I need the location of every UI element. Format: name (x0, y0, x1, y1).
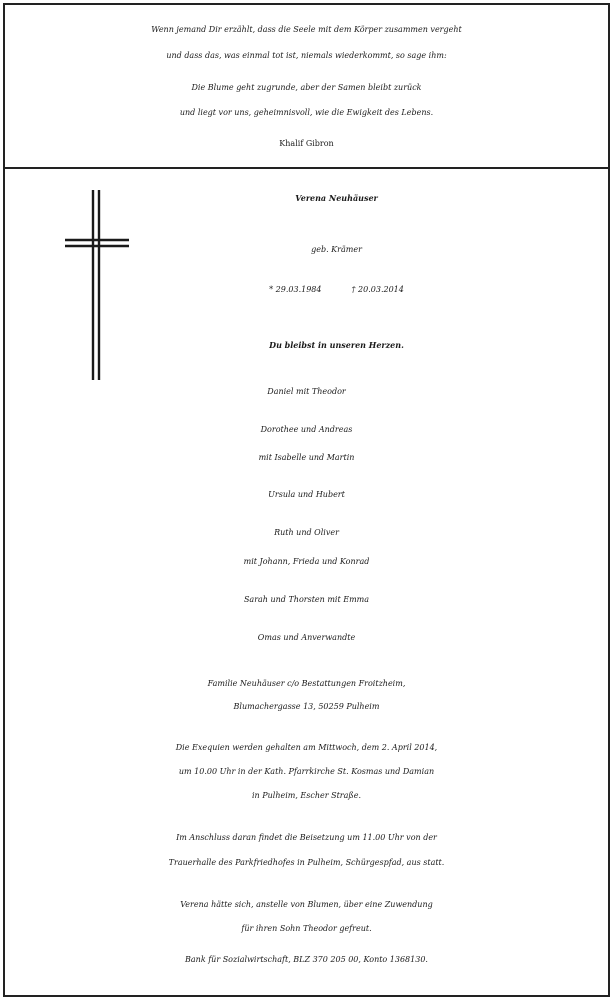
mourner-line: Ursula und Hubert (268, 490, 345, 499)
service-line: um 10.00 Uhr in der Kath. Pfarrkirche St. Kosmas und Damian (178, 767, 435, 776)
bank-details: Bank für Sozialwirtschaft, BLZ 370 205 00, Konto 1368130. (185, 955, 428, 964)
quote-line-2: und dass das, was einmal tot ist, niemals wiederkommt, so sage ihm: (166, 51, 447, 60)
quote-line-1: Wenn jemand Dir erzählt, dass die Seele mit dem Körper zusammen vergeht (151, 25, 462, 34)
mourner-line: Omas und Anverwandte (257, 633, 356, 642)
birth-date: * 29.03.1984 (269, 285, 322, 294)
mourner-line: mit Isabelle und Martin (258, 453, 355, 462)
life-dates (30, 285, 613, 294)
memorial-motto: Du bleibst in unseren Herzen. (269, 340, 404, 350)
mourner-line: Ruth und Oliver (274, 528, 339, 537)
mourner-line: Sarah und Thorsten mit Emma (243, 595, 370, 604)
service-line: in Pulheim, Escher Straße. (251, 791, 362, 800)
notice-border (3, 3, 610, 997)
mourner-line: mit Johann, Frieda und Konrad (243, 557, 370, 566)
maiden-name: geb. Krämer (311, 245, 362, 254)
donation-line: Verena hätte sich, anstelle von Blumen, über eine Zuwendung (180, 900, 433, 909)
quote-line-4: und liegt vor uns, geheimnisvoll, wie die Ewigkeit des Lebens. (179, 108, 434, 117)
service-line: Die Exequien werden gehalten am Mittwoch, dem 2. April 2014, (175, 743, 438, 752)
deceased-name: Verena Neuhäuser (295, 193, 378, 203)
mourner-line: Daniel mit Theodor (267, 387, 346, 396)
quote-author: Khalif Gibron (279, 139, 334, 148)
quote-line-3: Die Blume geht zugrunde, aber der Samen bleibt zurück (191, 83, 422, 92)
donation-line: für ihren Sohn Theodor gefreut. (241, 924, 372, 933)
mourner-line: Dorothee und Andreas (260, 425, 353, 434)
address-line: Familie Neuhäuser c/o Bestattungen Froitzheim, (207, 679, 406, 688)
section-divider (3, 167, 610, 169)
death-date: † 20.03.2014 (351, 285, 404, 294)
address-line: Blumachergasse 13, 50259 Pulheim (233, 702, 380, 711)
burial-line: Im Anschluss daran findet die Beisetzung um 11.00 Uhr von der (176, 833, 437, 842)
burial-line: Trauerhalle des Parkfriedhofes in Pulheim, Schürgespfad, aus statt. (168, 858, 445, 867)
